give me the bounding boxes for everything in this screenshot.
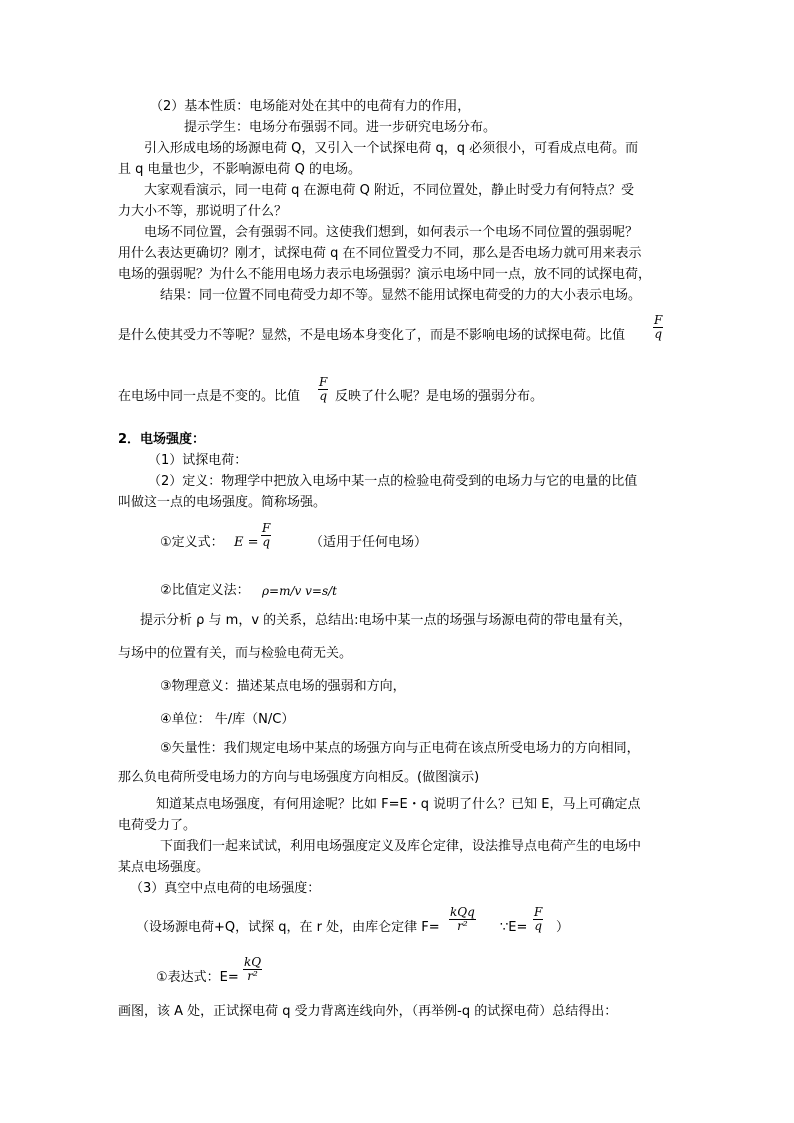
- fraction-kqq-over-r2: [449, 906, 476, 933]
- text-line: ①定义式：: [160, 535, 224, 550]
- fraction-f-over-q: [533, 906, 543, 933]
- fraction-kq-over-r2: [243, 956, 262, 983]
- text-line: 且 q 电量也少，不影响源电荷 Q 的电场。: [118, 162, 362, 177]
- numerator: F: [654, 313, 663, 327]
- denominator: r²: [457, 919, 468, 933]
- text-line: （1）试探电荷：: [148, 453, 248, 468]
- denominator: q: [654, 327, 662, 341]
- text-line: ∵E=: [500, 920, 528, 935]
- text-line: ①表达式：E=: [156, 970, 239, 985]
- text-line: 叫做这一点的电场强度。简称场强。: [118, 495, 327, 510]
- text-line: 结果：同一位置不同电荷受力却不等。显然不能用试探电荷受的力的大小表示电场。: [160, 288, 642, 303]
- denominator: q: [319, 389, 327, 403]
- fraction-f-over-q: [261, 522, 271, 549]
- text-line: （2）基本性质：电场能对处在其中的电荷有力的作用，: [150, 99, 471, 114]
- numerator: kQq: [450, 905, 475, 919]
- section-heading: 2．电场强度：: [118, 432, 206, 447]
- text-line: 下面我们一起来试试，利用电场强度定义及库仑定律，设法推导点电荷产生的电场中: [160, 839, 642, 854]
- numerator: F: [262, 521, 271, 535]
- fraction-f-over-q: [653, 314, 663, 341]
- text-line: 是什么使其受力不等呢？显然，不是电场本身变化了，而是不影响电场的试探电荷。比值: [118, 328, 626, 343]
- fraction-f-over-q: [318, 376, 328, 403]
- text-line: 大家观看演示，同一电荷 q 在源电荷 Q 附近，不同位置处，静止时受力有何特点？受: [144, 183, 635, 198]
- text-line: 提示分析 ρ 与 m，v 的关系，总结出:电场中某一点的场强与场源电荷的带电量有关，: [140, 613, 632, 628]
- denominator: q: [534, 919, 542, 933]
- text-line: ③物理意义：描述某点电场的强弱和方向，: [160, 679, 406, 694]
- text-line: ）: [556, 920, 570, 935]
- text-line: （适用于任何电场）: [310, 535, 428, 550]
- text-line: （2）定义：物理学中把放入电场中某一点的检验电荷受到的电场力与它的电量的比值: [148, 474, 638, 489]
- text-line: 某点电场强度。: [118, 860, 210, 875]
- numerator: kQ: [244, 955, 262, 969]
- text-line: 引入形成电场的场源电荷 Q，又引入一个试探电荷 q，q 必须很小，可看成点电荷。而: [144, 141, 639, 156]
- text-line: 提示学生：电场分布强弱不同。进一步研究电场分布。: [184, 120, 497, 135]
- numerator: F: [319, 375, 328, 389]
- text-line: ④单位： 牛/库（N/C）: [160, 712, 295, 727]
- text-line: 电场的强弱呢？为什么不能用电场力表示电场强弱？演示电场中同一点，放不同的试探电荷，: [118, 267, 652, 282]
- text-line: 那么负电荷所受电场力的方向与电场强度方向相反。(做图演示): [118, 770, 480, 785]
- text-line: 用什么表达更确切？刚才，试探电荷 q 在不同位置受力不同，那么是否电场力就可用来表示: [118, 246, 642, 261]
- text-line: （3）真空中点电荷的电场强度：: [130, 881, 321, 896]
- text-line: ⑤矢量性：我们规定电场中某点的场强方向与正电荷在该点所受电场力的方向相同，: [160, 741, 640, 756]
- text-line: 画图，该 A 处，正试探电荷 q 受力背离连线向外，（再举例-q 的试探电荷）总结得出：: [118, 1004, 618, 1019]
- text-line: 力大小不等，那说明了什么？: [118, 204, 288, 219]
- text-line: 反映了什么呢？是电场的强弱分布。: [335, 389, 544, 404]
- text-line: （设场源电荷+Q，试探 q，在 r 处，由库仑定律 F=: [136, 920, 440, 935]
- text-line: 知道某点电场强度，有何用途呢？比如 F=E・q 说明了什么？已知 E，马上可确定点: [156, 797, 641, 812]
- denominator: q: [262, 535, 270, 549]
- formula-e-equals: E =: [234, 535, 259, 550]
- text-line: 电荷受力了。: [118, 818, 197, 833]
- numerator: F: [534, 905, 543, 919]
- formula-ratio-definitions: ρ=m/v v=s/t: [262, 584, 337, 598]
- text-line: 在电场中同一点是不变的。比值: [118, 389, 301, 404]
- text-line: ②比值定义法：: [160, 583, 250, 598]
- denominator: r²: [247, 969, 258, 983]
- text-line: 与场中的位置有关，而与检验电荷无关。: [118, 646, 353, 661]
- text-line: 电场不同位置，会有强弱不同。这使我们想到，如何表示一个电场不同位置的强弱呢？: [144, 225, 639, 240]
